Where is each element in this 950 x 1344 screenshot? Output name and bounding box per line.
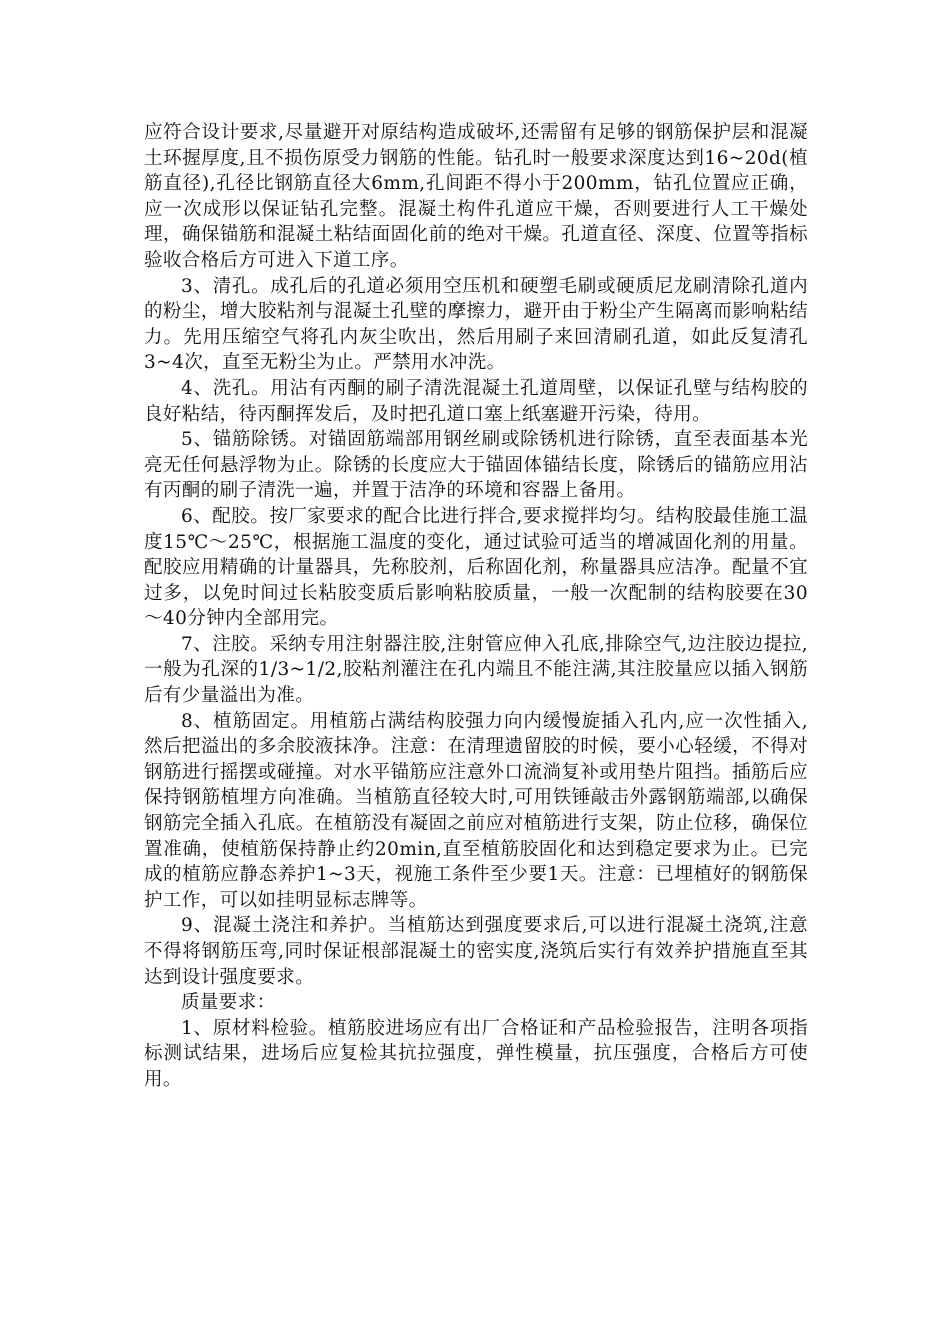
paragraph-step-8-fix-rebar: 8、植筋固定。用植筋占满结构胶强力向内缓慢旋插入孔内,应一次性插入,然后把溢出的多余胶液抹净。注意：在清理遗留胶的时候，要小心轻缓，不得对钢筋进行摇摆或碰撞。对水平锚筋应注意外口流淌复补或用垫片阻挡。插筋后应保持钢筋植埋方向准确。当植筋直径较大时,可用铁锤敲击外露钢筋端部,以确保钢筋完全插入孔底。在植筋没有凝固之前应对植筋进行支架，防止位移，确保位置准确，使植筋保持静止约20min,直至植筋胶固化和达到稳定要求为止。已完成的植筋应静态养护1~3天，视施工条件至少要1天。注意：已埋植好的钢筋保护工作，可以如挂明显标志牌等。 <box>144 710 808 911</box>
paragraph-step-9-pour-concrete: 9、混凝土浇注和养护。当植筋达到强度要求后,可以进行混凝土浇筑,注意不得将钢筋压弯,同时保证根部混凝土的密实度,浇筑后实行有效养护措施直至其达到设计强度要求。 <box>144 915 808 988</box>
paragraph-step-5-rust-removal: 5、锚筋除锈。对锚固筋端部用钢丝刷或除锈机进行除锈，直至表面基本光亮无任何悬浮物为止。除锈的长度应大于锚固体锚结长度，除锈后的锚筋应用沾有丙酮的刷子清洗一遍，并置于洁净的环境和容器上备用。 <box>144 429 808 502</box>
paragraph-quality-1-material-inspection: 1、原材料检验。植筋胶进场应有出厂合格证和产品检验报告，注明各项指标测试结果，进场后应复检其抗拉强度，弹性模量，抗压强度，合格后方可使用。 <box>144 1017 808 1090</box>
paragraph-step-4-wash-hole: 4、洗孔。用沾有丙酮的刷子清洗混凝土孔道周壁，以保证孔壁与结构胶的良好粘结，待丙酮挥发后，及时把孔道口塞上纸塞避开污染，待用。 <box>144 377 808 425</box>
paragraph-step-6-mix-glue: 6、配胶。按厂家要求的配合比进行拌合,要求搅拌均匀。结构胶最佳施工温度15℃～25℃，根据施工温度的变化，通过试验可适当的增减固化剂的用量。配胶应用精确的计量器具，先称胶剂，后称固化剂，称量器具应洁净。配量不宜过多，以免时间过长粘胶变质后影响粘胶质量，一般一次配制的结构胶要在30～40分钟内全部用完。 <box>144 505 808 630</box>
section-heading-quality-requirements: 质量要求： <box>181 992 276 1014</box>
paragraph-drilling-requirements: 应符合设计要求,尽量避开对原结构造成破坏,还需留有足够的钢筋保护层和混凝土环握厚度,且不损伤原受力钢筋的性能。钻孔时一般要求深度达到16~20d(植筋直径),孔径比钢筋直径大6mm,孔间距不得小于200mm，钻孔位置应正确，应一次成形以保证钻孔完整。混凝土构件孔道应干燥，否则要进行人工干燥处理，确保锚筋和混凝土粘结面固化前的绝对干燥。孔道直径、深度、位置等指标验收合格后方可进入下道工序。 <box>144 122 808 271</box>
paragraph-step-3-clean-hole: 3、清孔。成孔后的孔道必须用空压机和硬塑毛刷或硬质尼龙刷清除孔道内的粉尘，增大胶粘剂与混凝土孔壁的摩擦力，避开由于粉尘产生隔离而影响粘结力。先用压缩空气将孔内灰尘吹出，然后用刷子来回清刷孔道，如此反复清孔3~4次，直至无粉尘为止。严禁用水冲洗。 <box>144 275 808 374</box>
document-body <box>144 120 808 1093</box>
paragraph-step-7-inject-glue: 7、注胶。采纳专用注射器注胶,注射管应伸入孔底,排除空气,边注胶边提拉,一般为孔深的1/3~1/2,胶粘剂灌注在孔内端且不能注满,其注胶量应以插入钢筋后有少量溢出为准。 <box>144 633 808 707</box>
